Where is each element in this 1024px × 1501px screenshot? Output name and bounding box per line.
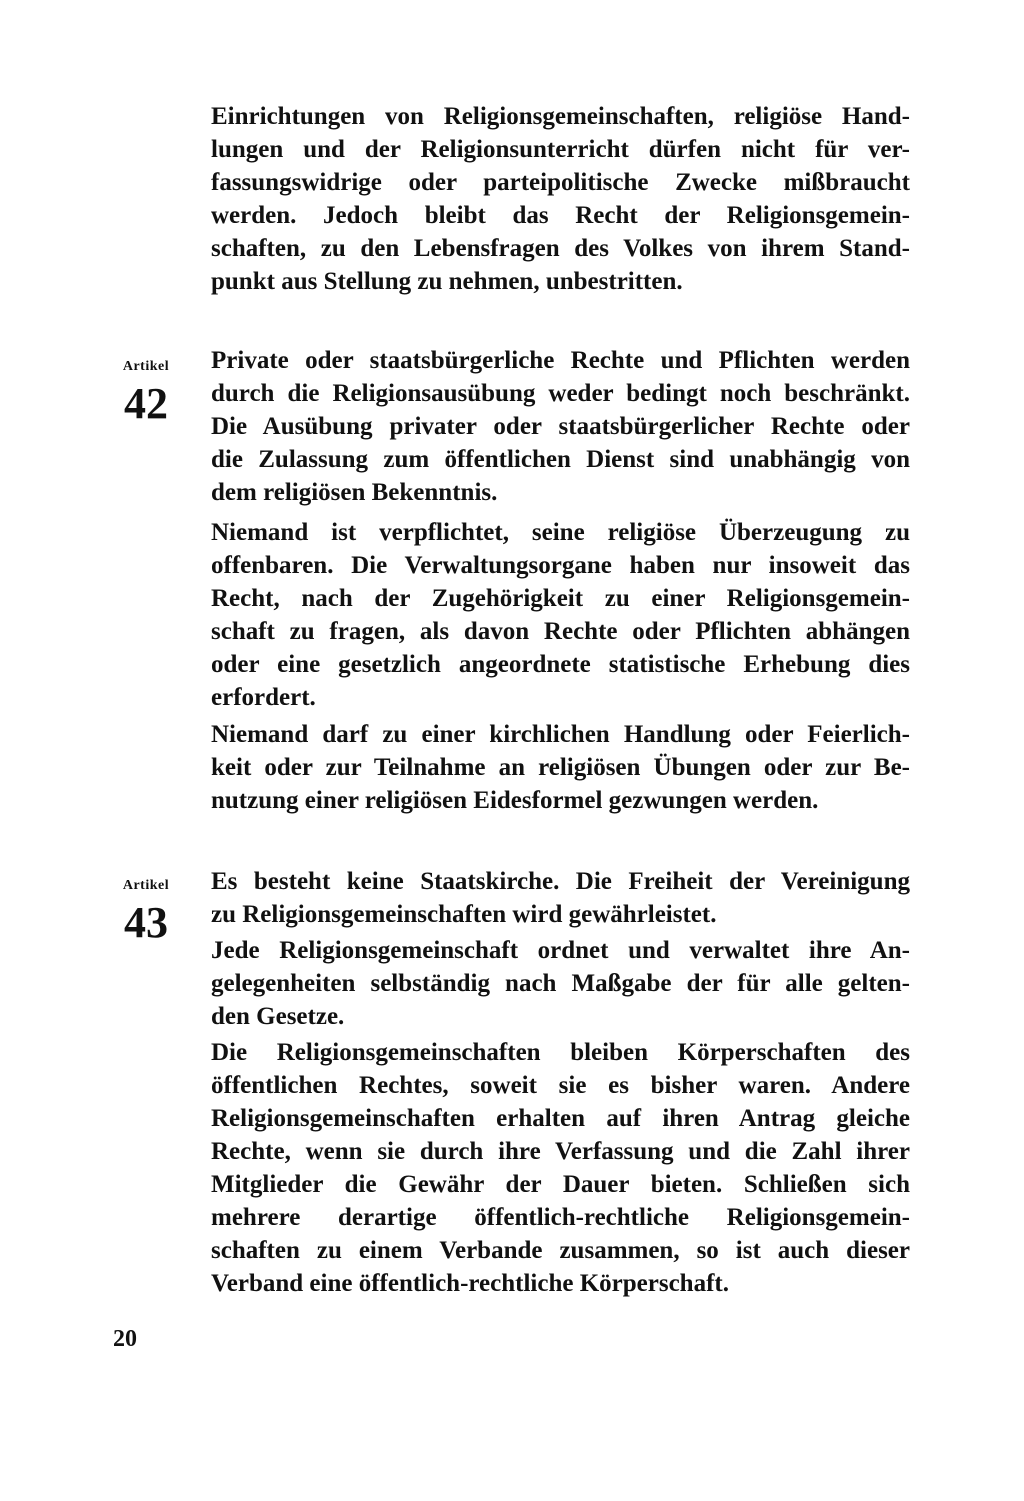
text-line: nutzung einer religiösen Eidesformel gezwungen werden. xyxy=(211,787,819,814)
text-line: erfordert. xyxy=(211,684,316,711)
text-line: Recht, nach der Zugehörigkeit zu einer Religionsgemein- xyxy=(211,585,910,612)
text-line: Religionsgemeinschaften erhalten auf ihren Antrag gleiche xyxy=(211,1105,910,1132)
article-43-paragraph-3 xyxy=(211,1036,910,1300)
text-line: Mitglieder die Gewähr der Dauer bieten. Schließen sich xyxy=(211,1171,910,1198)
text-line: mehrere derartige öffentlich-rechtliche Religionsgemein- xyxy=(211,1204,910,1231)
text-line: offenbaren. Die Verwaltungsorgane haben nur insoweit das xyxy=(211,552,910,579)
page-number: 20 xyxy=(113,1326,137,1352)
text-line: fassungswidrige oder parteipolitische Zwecke mißbraucht xyxy=(211,169,910,196)
text-line: Es besteht keine Staatskirche. Die Freiheit der Vereinigung xyxy=(211,868,910,895)
text-line: lungen und der Religionsunterricht dürfen nicht für ver- xyxy=(211,136,910,163)
text-line: öffentlichen Rechtes, soweit sie es bisher waren. Andere xyxy=(211,1072,910,1099)
text-line: zu Religionsgemeinschaften wird gewährleistet. xyxy=(211,901,717,928)
text-line: dem religiösen Bekenntnis. xyxy=(211,479,498,506)
text-line: schaft zu fragen, als davon Rechte oder Pflichten abhängen xyxy=(211,618,910,645)
text-line: keit oder zur Teilnahme an religiösen Übungen oder zur Be- xyxy=(211,754,910,781)
text-line: Die Religionsgemeinschaften bleiben Körperschaften des xyxy=(211,1039,910,1066)
text-line: oder eine gesetzlich angeordnete statistische Erhebung dies xyxy=(211,651,910,678)
text-line: Private oder staatsbürgerliche Rechte und Pflichten werden xyxy=(211,347,910,374)
text-line: die Zulassung zum öffentlichen Dienst sind unabhängig von xyxy=(211,446,910,473)
article-43-paragraph-2 xyxy=(211,934,910,1033)
article-43-paragraph-1 xyxy=(211,865,910,931)
article-42-paragraph-3 xyxy=(211,718,910,817)
article-43-label: Artikel xyxy=(122,878,170,893)
article-42-paragraph-1 xyxy=(211,344,910,509)
text-line: gelegenheiten selbständig nach Maßgabe der für alle gelten- xyxy=(211,970,910,997)
text-line: Jede Religionsgemeinschaft ordnet und verwaltet ihre An- xyxy=(211,937,910,964)
article-43-number: 43 xyxy=(124,898,168,947)
text-line: werden. Jedoch bleibt das Recht der Religionsgemein- xyxy=(211,202,910,229)
intro-paragraph xyxy=(211,100,910,298)
text-line: Verband eine öffentlich-rechtliche Körperschaft. xyxy=(211,1270,729,1297)
text-line: Niemand darf zu einer kirchlichen Handlung oder Feierlich- xyxy=(211,721,910,748)
article-42-paragraph-2 xyxy=(211,516,910,714)
text-line: durch die Religionsausübung weder bedingt noch beschränkt. xyxy=(211,380,910,407)
text-line: Rechte, wenn sie durch ihre Verfassung und die Zahl ihrer xyxy=(211,1138,910,1165)
article-42-label: Artikel xyxy=(122,359,170,374)
text-line: schaften zu einem Verbande zusammen, so ist auch dieser xyxy=(211,1237,910,1264)
text-line: Niemand ist verpflichtet, seine religiöse Überzeugung zu xyxy=(211,519,910,546)
article-42-number: 42 xyxy=(124,379,168,428)
text-line: Die Ausübung privater oder staatsbürgerlicher Rechte oder xyxy=(211,413,910,440)
text-line: Einrichtungen von Religionsgemeinschaften, religiöse Hand- xyxy=(211,103,910,130)
text-line: punkt aus Stellung zu nehmen, unbestritten. xyxy=(211,268,683,295)
text-line: schaften, zu den Lebensfragen des Volkes von ihrem Stand- xyxy=(211,235,910,262)
text-line: den Gesetze. xyxy=(211,1003,345,1030)
